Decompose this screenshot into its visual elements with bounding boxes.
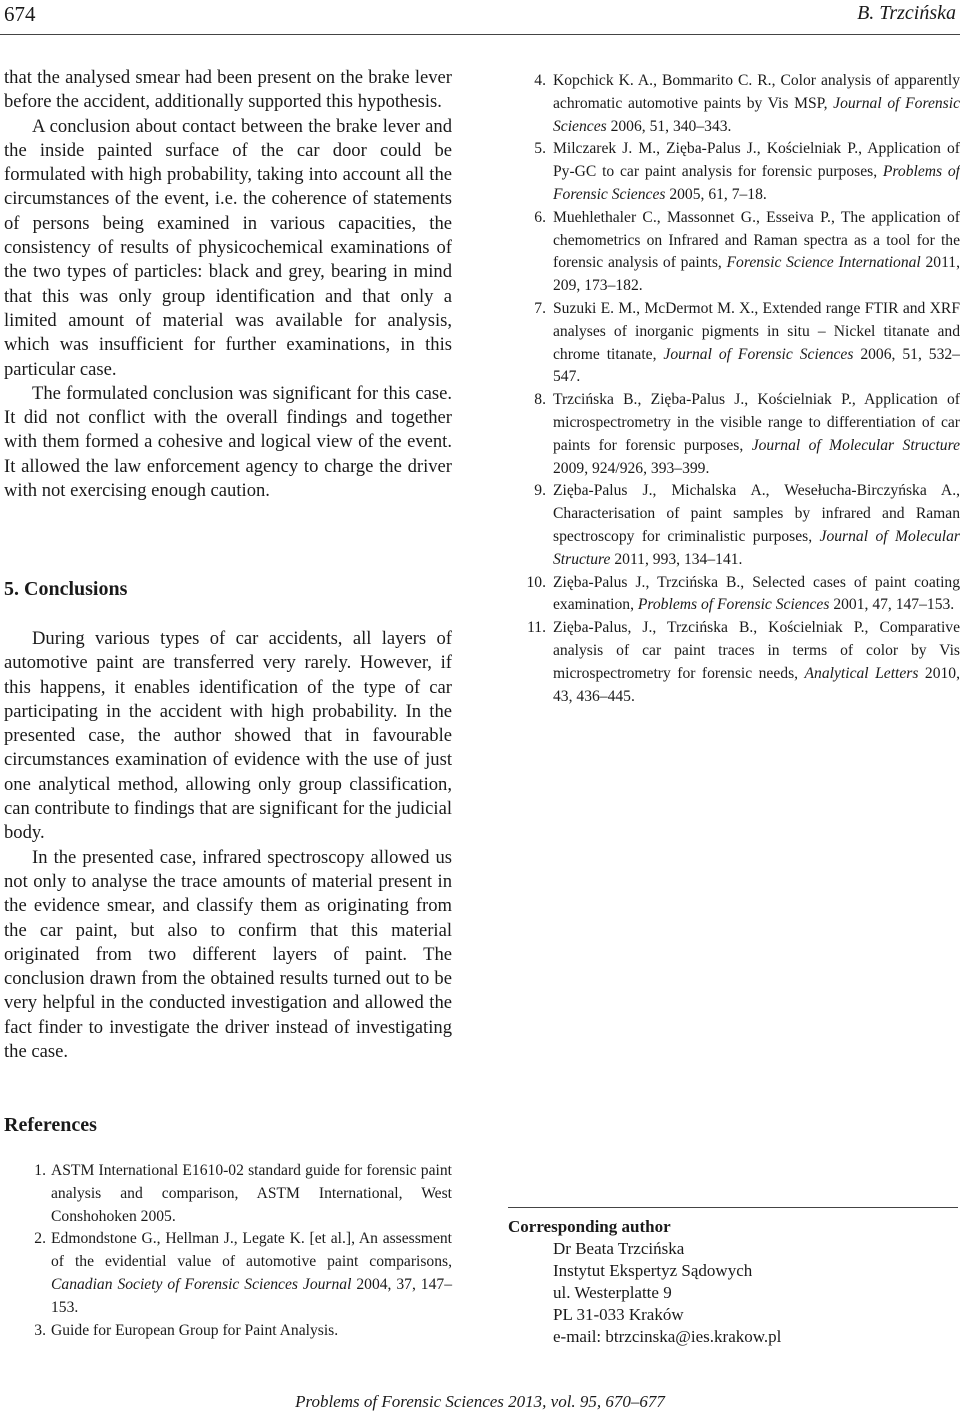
reference-details: 2004, 37, 147–153. xyxy=(51,1275,452,1316)
reference-number: 5. xyxy=(534,140,546,158)
reference-item xyxy=(526,617,960,708)
author-institution: Instytut Ekspertyz Sądowych xyxy=(553,1261,753,1280)
body-paragraph: A conclusion about contact between the brake lever and the inside painted surface of the car door could be formulated with high probability, taking into account all the circumstances of the event, i.e. the coherence of statements of persons being examined in various capacities, the consistency of results of physicochemical examinations of the two types of particles: black and grey, bearing in mind that this was only group identification and that only a limited amount of material was available for analysis, which was insufficient for further examinations, in this particular case. xyxy=(4,115,452,380)
page-header xyxy=(0,0,960,35)
reference-number: 8. xyxy=(534,391,546,409)
reference-text: Zięba-Palus J., Michalska A., Wesełucha-Birczyńska A., Characterisation of paint samples by infrared and Raman spectroscopy for criminalistic purposes, xyxy=(553,482,960,545)
reference-item xyxy=(526,480,960,571)
body-paragraph: The formulated conclusion was significant for this case. It did not conflict with the overall findings and together with them formed a cohesive and logical view of the event. It allowed the law enforcement agency to charge the driver with not exercising enough caution. xyxy=(4,382,452,502)
reference-text: ASTM International E1610-02 standard guide for forensic paint analysis and comparison, ASTM International, West Conshohoken 2005. xyxy=(51,1162,452,1225)
reference-journal: Journal of Forensic Sciences xyxy=(553,94,960,135)
reference-item xyxy=(24,1160,452,1228)
references-heading: References xyxy=(4,1114,97,1136)
reference-item xyxy=(526,138,960,206)
reference-number: 2. xyxy=(34,1230,46,1248)
reference-number: 11. xyxy=(527,619,546,637)
reference-text: Kopchick K. A., Bommarito C. R., Color analysis of apparently achromatic automotive paints by Vis MSP, xyxy=(553,72,960,112)
reference-journal: Journal of Molecular Structure xyxy=(553,527,960,568)
reference-text: Suzuki E. M., McDermot M. X., Extended range FTIR and XRF analyses of inorganic pigments in situ – Nickel titanate and chrome titanate, xyxy=(553,299,960,363)
reference-journal: Forensic Science International xyxy=(726,254,921,272)
conclusions-block xyxy=(4,627,452,1064)
references-list-right xyxy=(526,70,960,708)
reference-item xyxy=(526,572,960,618)
reference-item xyxy=(526,298,960,389)
reference-number: 6. xyxy=(534,208,546,226)
author-street: ul. Westerplatte 9 xyxy=(553,1283,672,1302)
reference-journal: Problems of Forensic Sciences xyxy=(553,163,960,203)
reference-details: 2009, 924/926, 393–399. xyxy=(553,459,710,477)
reference-details: 2005, 61, 7–18. xyxy=(665,185,767,203)
reference-details: 2006, 51, 532–547. xyxy=(553,345,960,386)
reference-item xyxy=(526,389,960,480)
reference-details: 2010, 43, 436–445. xyxy=(553,664,960,705)
reference-text: Milczarek J. M., Zięba-Palus J., Kościelniak P., Application of Py-GC to car paint analysis for forensic purposes, xyxy=(553,140,960,181)
reference-item xyxy=(24,1320,452,1343)
reference-journal: Journal of Molecular Structure xyxy=(751,436,960,454)
journal-footer: Problems of Forensic Sciences 2013, vol. 95, 670–677 xyxy=(295,1392,665,1411)
reference-details: 2011, 993, 134–141. xyxy=(610,550,743,568)
reference-number: 1. xyxy=(34,1162,46,1179)
reference-text: Muehlethaler C., Massonnet G., Esseiva P., The application of chemometrics on Infrared and Raman spectra as a tool for the forensic analysis of paints, xyxy=(553,208,960,272)
author-email: e-mail: btrzcinska@ies.krakow.pl xyxy=(553,1327,782,1346)
reference-journal: Canadian Society of Forensic Sciences Journal xyxy=(51,1275,352,1293)
body-paragraph: that the analysed smear had been present on the brake lever before the accident, additionally supported this hypothesis. xyxy=(4,67,452,113)
reference-text: Zięba-Palus, J., Trzcińska B., Kościelniak P., Comparative analysis of car paint traces in terms of color by Vis microspectrometry for forensic needs, xyxy=(553,619,960,682)
running-author: B. Trzcińska xyxy=(857,2,956,24)
body-paragraph: In the presented case, infrared spectroscopy allowed us not only to analyse the trace amounts of material present in the evidence smear, and classify them as originating from the car paint, but also to confirm that this material originated from two different layers of paint. The conclusion drawn from the obtained results turned out to be very helpful in the conducted investigation and allowed the fact finder to investigate the driver instead of investigating the case. xyxy=(4,846,452,1063)
corresponding-author-block xyxy=(508,1207,958,1348)
reference-number: 3. xyxy=(34,1321,46,1339)
reference-text: Trzcińska B., Zięba-Palus J., Kościelniak P., Application of microspectrometry in the visible range to differentiation of car paints for forensic purposes, xyxy=(553,391,960,454)
reference-journal: Journal of Forensic Sciences xyxy=(663,345,854,363)
reference-details: 2011, 209, 173–182. xyxy=(553,254,960,295)
reference-journal: Analytical Letters xyxy=(804,664,919,682)
body-paragraph: During various types of car accidents, all layers of automotive paint are transferred very rarely. However, if this happens, it enables identification of the type of car participating in the accident with high probability. In the presented case, the author showed that in favourable circumstances examination of evidence with the use of just one analytical method, allowing only group classification, can contribute to findings that are significant for the judicial body. xyxy=(4,628,452,844)
reference-text: Zięba-Palus J., Trzcińska B., Selected cases of paint coating examination, xyxy=(553,573,960,614)
reference-details: 2006, 51, 340–343. xyxy=(606,117,732,135)
reference-number: 9. xyxy=(534,482,546,500)
page-number: 674 xyxy=(4,2,36,26)
corresponding-author-title: Corresponding author xyxy=(508,1217,671,1236)
section-heading-conclusions: 5. Conclusions xyxy=(4,578,128,600)
left-column xyxy=(4,66,452,503)
reference-item xyxy=(24,1228,452,1319)
author-name: Dr Beata Trzcińska xyxy=(553,1239,685,1258)
reference-text: Guide for European Group for Paint Analysis. xyxy=(51,1321,339,1339)
references-list-left xyxy=(24,1160,452,1342)
reference-item xyxy=(526,70,960,138)
reference-text: Edmondstone G., Hellman J., Legate K. [et al.], An assessment of the evidential value of automotive paint comparisons, xyxy=(51,1230,452,1271)
reference-number: 4. xyxy=(534,72,546,89)
reference-number: 10. xyxy=(526,573,546,591)
reference-journal: Problems of Forensic Sciences xyxy=(637,596,830,614)
reference-item xyxy=(526,207,960,298)
reference-details: 2001, 47, 147–153. xyxy=(829,596,955,614)
author-city: PL 31-033 Kraków xyxy=(553,1305,684,1324)
reference-number: 7. xyxy=(534,299,546,317)
